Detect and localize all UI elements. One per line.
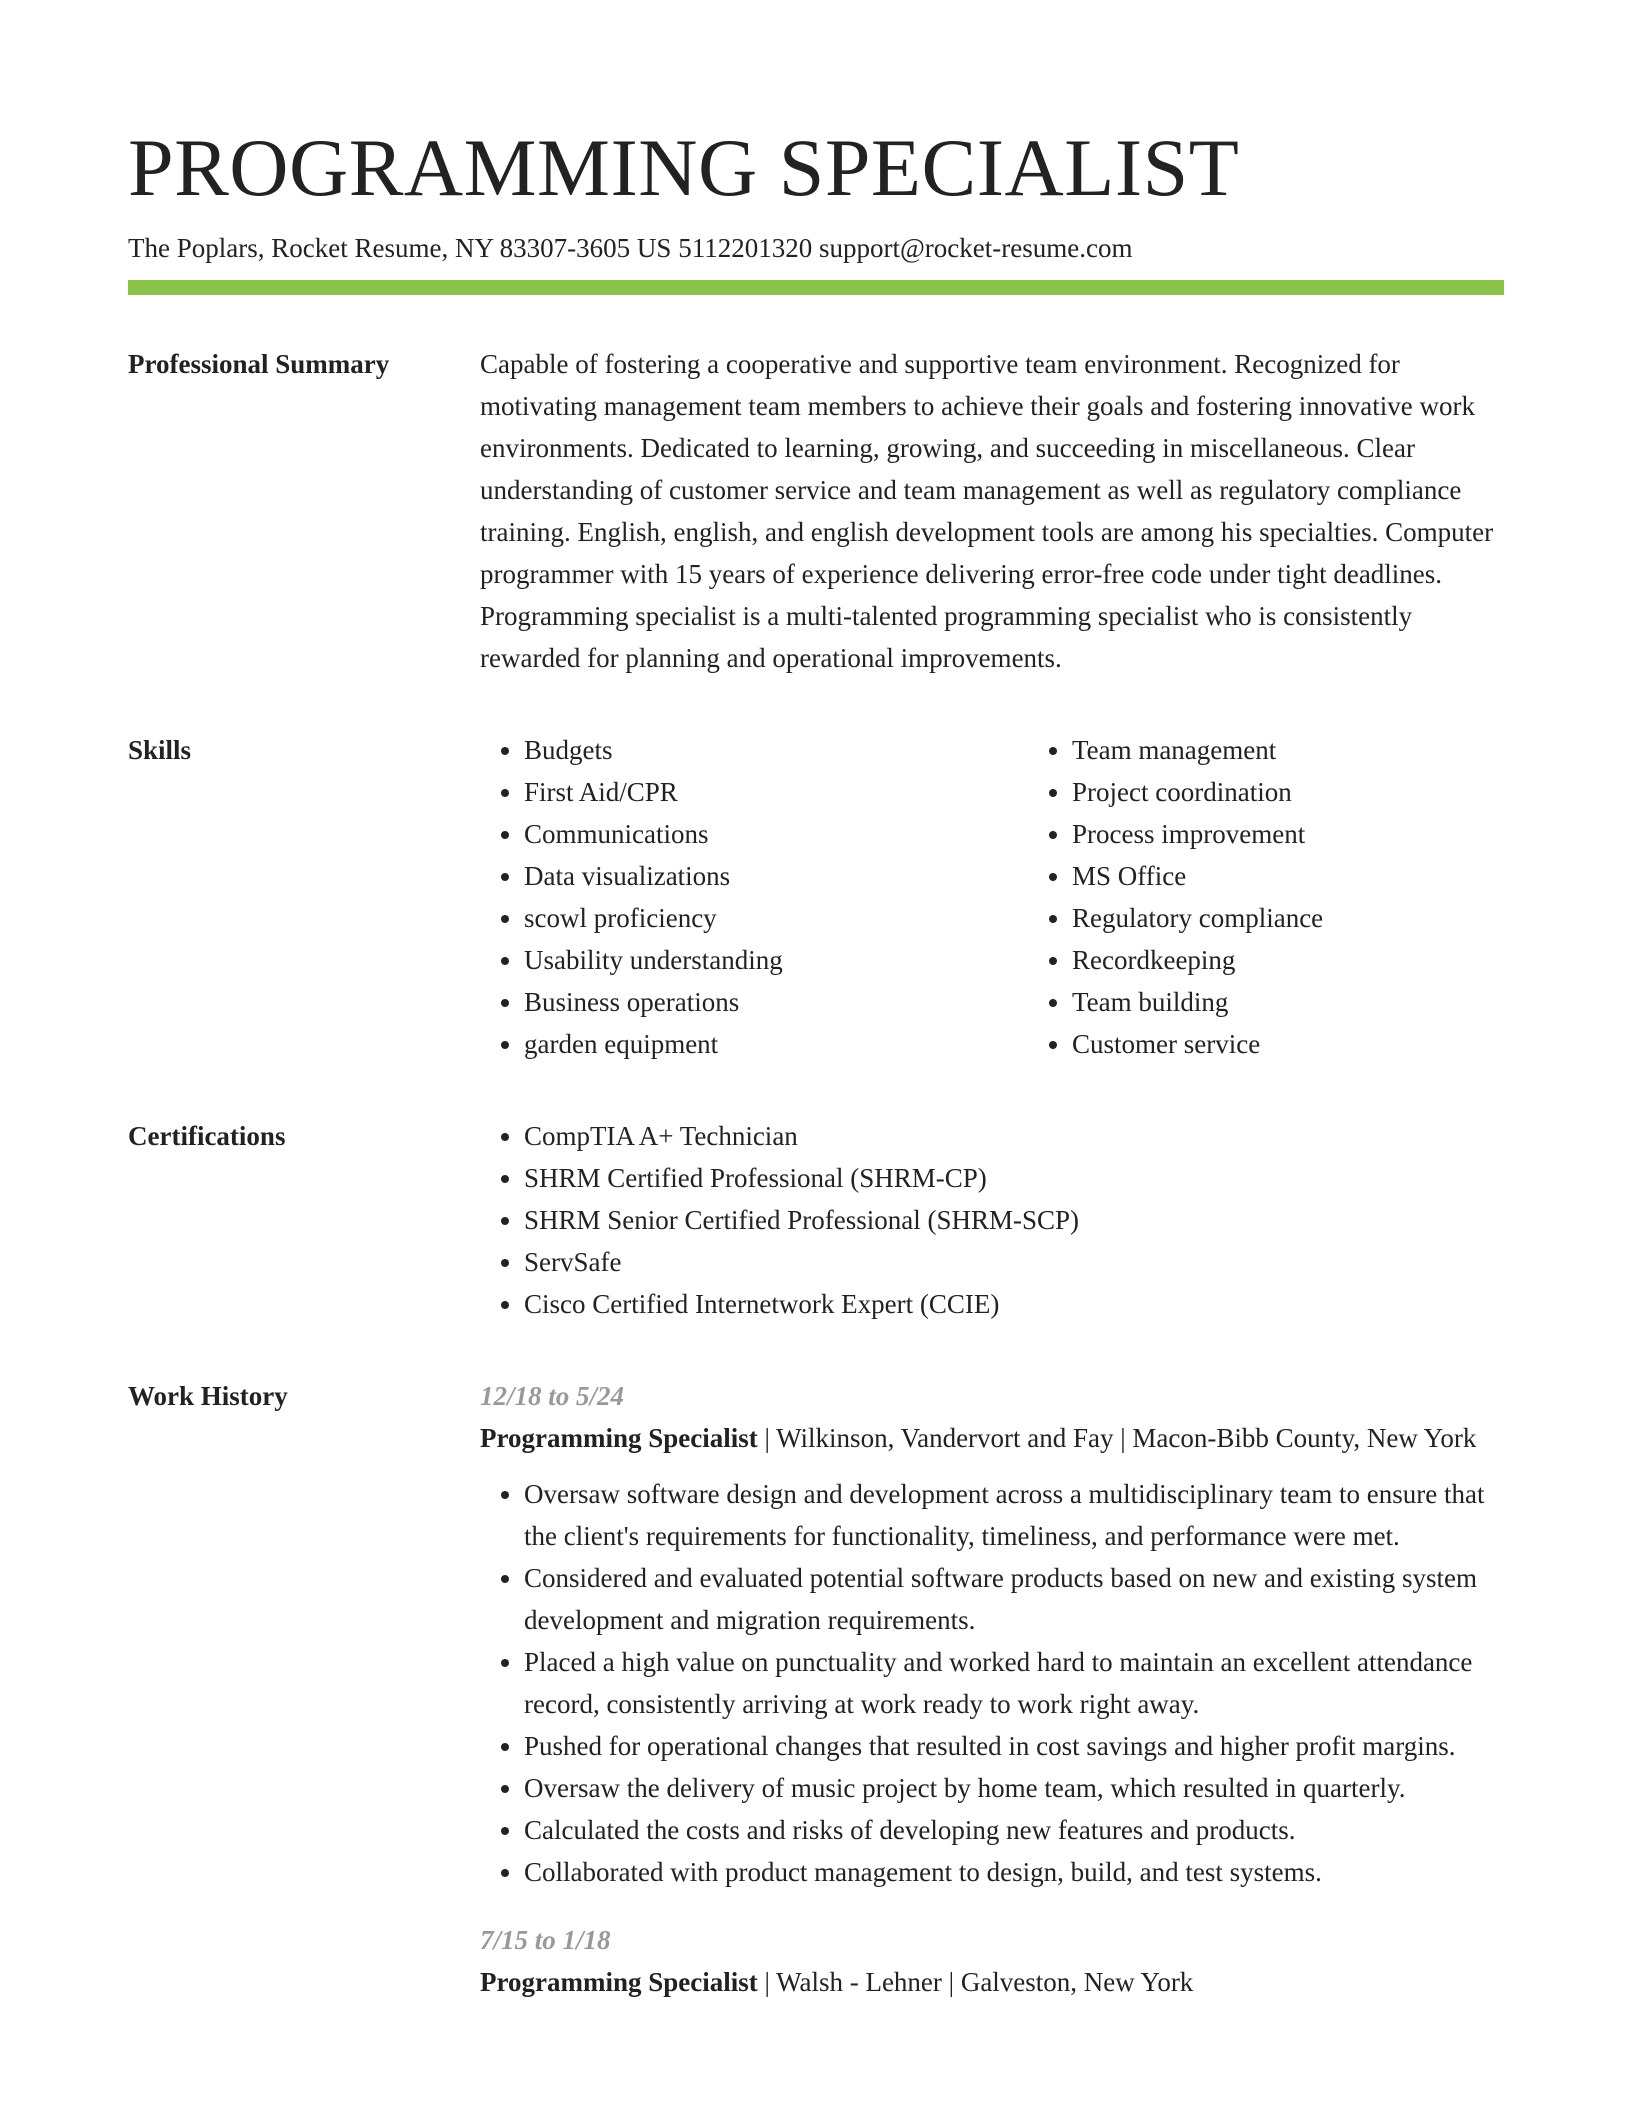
professional-summary-section [128,343,1504,679]
summary-text: Capable of fostering a cooperative and supportive team environment. Recognized for motivating management team members to achieve their goals and fostering innovative work environments. Dedicated to learning, growing, and succeeding in miscellaneous. Clear understanding of customer service and team management as well as regulatory compliance training. English, english, and english development tools are among his specialties. Computer programmer with 15 years of experience delivering error-free code under tight deadlines. Programming specialist is a multi-talented programming specialist who is consistently rewarded for planning and operational improvements. [480,349,1494,673]
job-dates: 7/15 to 1/18 [480,1925,611,1955]
skill-item: • scowl proficiency [524,897,1028,939]
skill-item: • Customer service [1072,1023,1576,1065]
job-title: Programming Specialist [480,1423,758,1453]
skills-section [128,729,1504,1065]
accent-divider [128,280,1504,295]
job-title: Programming Specialist [480,1967,758,1997]
skill-item: • Communications [524,813,1028,855]
skills-list-right [1028,729,1576,1065]
skill-item: • Team management [1072,729,1576,771]
certification-item: • SHRM Senior Certified Professional (SHRM-SCP) [524,1199,1504,1241]
contact-line: The Poplars, Rocket Resume, NY 83307-3605 US 5112201320 support@rocket-resume.com [128,233,1133,263]
certification-item: • CompTIA A+ Technician [524,1115,1504,1157]
certification-item: • SHRM Certified Professional (SHRM-CP) [524,1157,1504,1199]
job-bullet: • Placed a high value on punctuality and worked hard to maintain an excellent attendance record, consistently arriving at work ready to work right away. [524,1641,1504,1725]
skill-item: • garden equipment [524,1023,1028,1065]
resume-title: PROGRAMMING SPECIALIST [128,122,1240,213]
section-label: Skills [128,735,192,765]
job-bullet: • Calculated the costs and risks of developing new features and products. [524,1809,1504,1851]
skill-item: • Team building [1072,981,1576,1023]
job-bullet: • Collaborated with product management to design, build, and test systems. [524,1851,1504,1893]
job-details: | Walsh - Lehner | Galveston, New York [757,1967,1194,1997]
skill-item: • First Aid/CPR [524,771,1028,813]
certifications-section [128,1115,1504,1325]
skills-list-left [480,729,1028,1065]
work-history-section [128,1375,1504,2003]
section-label: Professional Summary [128,349,390,379]
section-label: Certifications [128,1121,286,1151]
skill-item: • Project coordination [1072,771,1576,813]
skill-item: • Recordkeeping [1072,939,1576,981]
certification-item: • Cisco Certified Internetwork Expert (CCIE) [524,1283,1504,1325]
job-bullet: • Considered and evaluated potential software products based on new and existing system development and migration requirements. [524,1557,1504,1641]
certification-item: • ServSafe [524,1241,1504,1283]
skill-item: • Regulatory compliance [1072,897,1576,939]
job-entry [480,1919,1504,2003]
skill-item: • Data visualizations [524,855,1028,897]
job-dates: 12/18 to 5/24 [480,1381,625,1411]
job-bullet: • Oversaw the delivery of music project by home team, which resulted in quarterly. [524,1767,1504,1809]
skill-item: • MS Office [1072,855,1576,897]
job-bullet: • Oversaw software design and development across a multidisciplinary team to ensure that the client's requirements for functionality, timeliness, and performance were met. [524,1473,1504,1557]
skill-item: • Usability understanding [524,939,1028,981]
job-heading [480,1961,1504,2003]
section-label: Work History [128,1381,288,1411]
skill-item: • Budgets [524,729,1028,771]
job-details: | Wilkinson, Vandervort and Fay | Macon-Bibb County, New York [757,1423,1477,1453]
certifications-list [480,1115,1504,1325]
job-heading [480,1417,1504,1459]
skill-item: • Process improvement [1072,813,1576,855]
job-bullet-list [480,1473,1504,1893]
job-entry [480,1375,1504,1893]
skill-item: • Business operations [524,981,1028,1023]
resume-page [128,0,1504,2003]
job-bullet: • Pushed for operational changes that resulted in cost savings and higher profit margins. [524,1725,1504,1767]
